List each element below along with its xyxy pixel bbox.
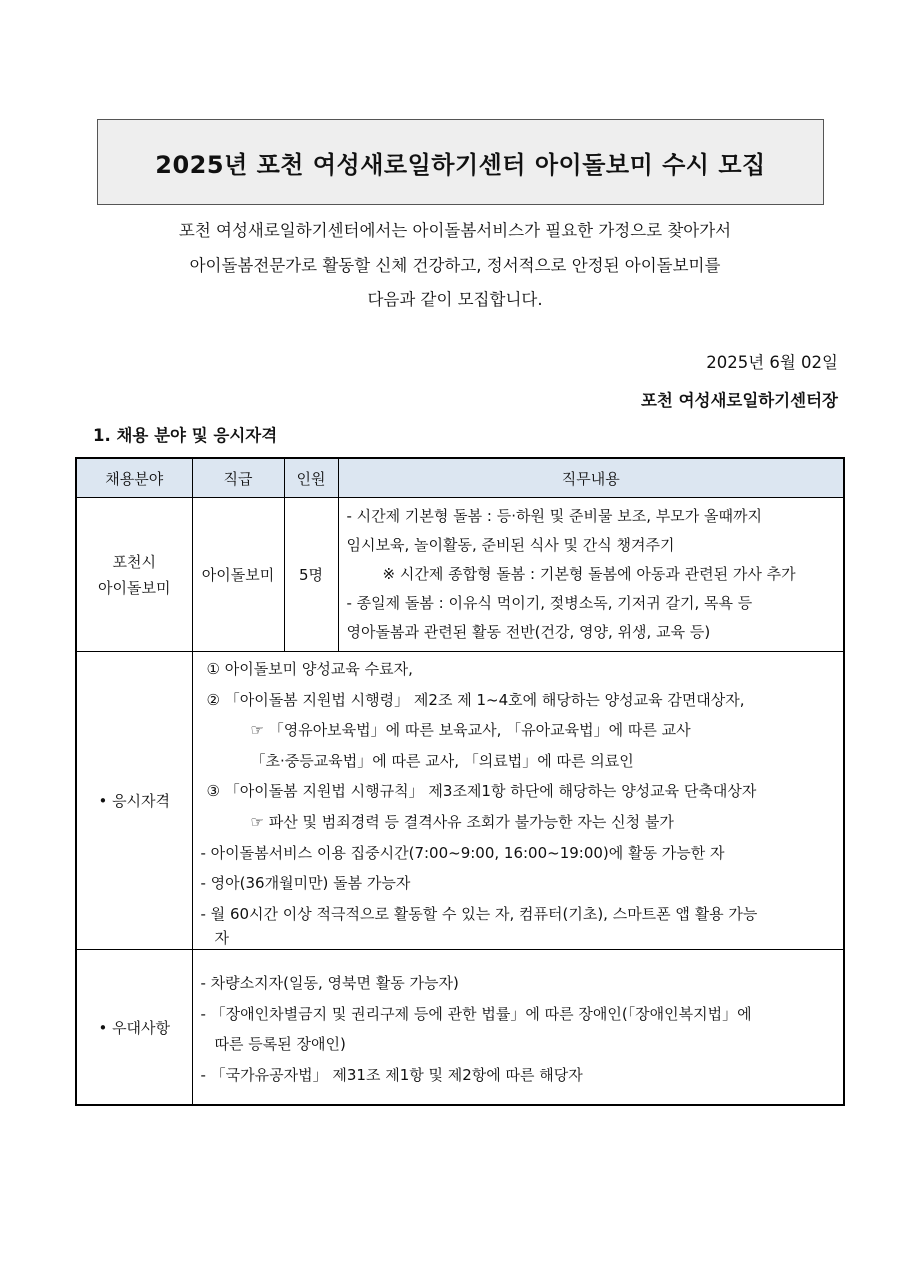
qualification-item: - 월 60시간 이상 적극적으로 활동할 수 있는 자, 컴퓨터(기초), 스마트폰 앱 활용 가능	[200, 904, 758, 923]
duties-cell	[338, 498, 844, 652]
header-rank: 직급	[192, 458, 284, 498]
table-row	[76, 652, 844, 950]
field-line-2: 아이돌보미	[98, 578, 171, 597]
field-cell	[76, 498, 192, 652]
header-duties: 직무내용	[338, 458, 844, 498]
intro-line-1: 포천 여성새로일하기센터에서는 아이돌봄서비스가 필요한 가정으로 찾아가서	[178, 221, 732, 240]
page-title: 2025년 포천 여성새로일하기센터 아이돌보미 수시 모집	[97, 119, 824, 205]
header-field: 채용분야	[76, 458, 192, 498]
duty-line: 영아돌봄과 관련된 활동 전반(건강, 영양, 위생, 교육 등)	[346, 623, 711, 641]
table-row	[76, 950, 844, 1105]
preference-item: - 차량소지자(일동, 영북면 활동 가능자)	[200, 974, 459, 993]
intro-line-2: 아이돌봄전문가로 활동할 신체 건강하고, 정서적으로 안정된 아이돌보미를	[189, 256, 721, 275]
qualification-item: 「초·중등교육법」에 따른 교사, 「의료법」에 따른 의료인	[250, 751, 634, 770]
duty-line: - 시간제 기본형 돌봄 : 등·하원 및 준비물 보조, 부모가 올때까지	[346, 507, 762, 525]
qualification-item: ☞ 「영유아보육법」에 따른 보육교사, 「유아교육법」에 따른 교사	[250, 721, 691, 740]
qualification-label: • 응시자격	[76, 652, 192, 950]
preference-item: - 「국가유공자법」 제31조 제1항 및 제2항에 따른 해당자	[200, 1065, 583, 1084]
issuer: 포천 여성새로일하기센터장	[640, 391, 838, 410]
header-count: 인원	[284, 458, 338, 498]
qualification-item: - 영아(36개월미만) 돌봄 가능자	[200, 874, 411, 893]
preference-item: - 「장애인차별금지 및 권리구제 등에 관한 법률」에 따른 장애인(「장애인복지법」에	[200, 1004, 752, 1023]
preference-cell	[192, 950, 844, 1105]
duty-line: 임시보육, 놀이활동, 준비된 식사 및 간식 챙겨주기	[346, 536, 675, 554]
rank-cell: 아이돌보미	[192, 498, 284, 652]
qualification-item: 자	[214, 929, 229, 948]
qualification-cell	[192, 652, 844, 950]
table-row	[76, 498, 844, 652]
preference-label: • 우대사항	[76, 950, 192, 1105]
intro-line-3: 다음과 같이 모집합니다.	[367, 290, 543, 309]
duty-line: - 종일제 돌봄 : 이유식 먹이기, 젖병소독, 기저귀 갈기, 목욕 등	[346, 594, 753, 612]
section-title: 1. 채용 분야 및 응시자격	[93, 426, 278, 445]
qualification-item: - 아이돌봄서비스 이용 집중시간(7:00~9:00, 16:00~19:00)에 활동 가능한 자	[200, 843, 725, 862]
qualification-item: ① 아이돌보미 양성교육 수료자,	[206, 660, 413, 678]
recruitment-table	[75, 457, 845, 1106]
qualification-item: ☞ 파산 및 범죄경력 등 결격사유 조회가 불가능한 자는 신청 불가	[250, 812, 674, 831]
qualification-item: ③ 「아이돌봄 지원법 시행규칙」 제3조제1항 하단에 해당하는 양성교육 단축대상자	[206, 782, 757, 801]
table-header-row	[76, 458, 844, 498]
field-line-1: 포천시	[112, 552, 156, 571]
qualification-item: ② 「아이돌봄 지원법 시행령」 제2조 제 1~4호에 해당하는 양성교육 감면대상자,	[206, 690, 745, 709]
count-cell: 5명	[284, 498, 338, 652]
duty-line: ※ 시간제 종합형 돌봄 : 기본형 돌봄에 아동과 관련된 가사 추가	[382, 565, 796, 583]
preference-item: 따른 등록된 장애인)	[214, 1035, 346, 1054]
issue-date: 2025년 6월 02일	[706, 353, 838, 372]
